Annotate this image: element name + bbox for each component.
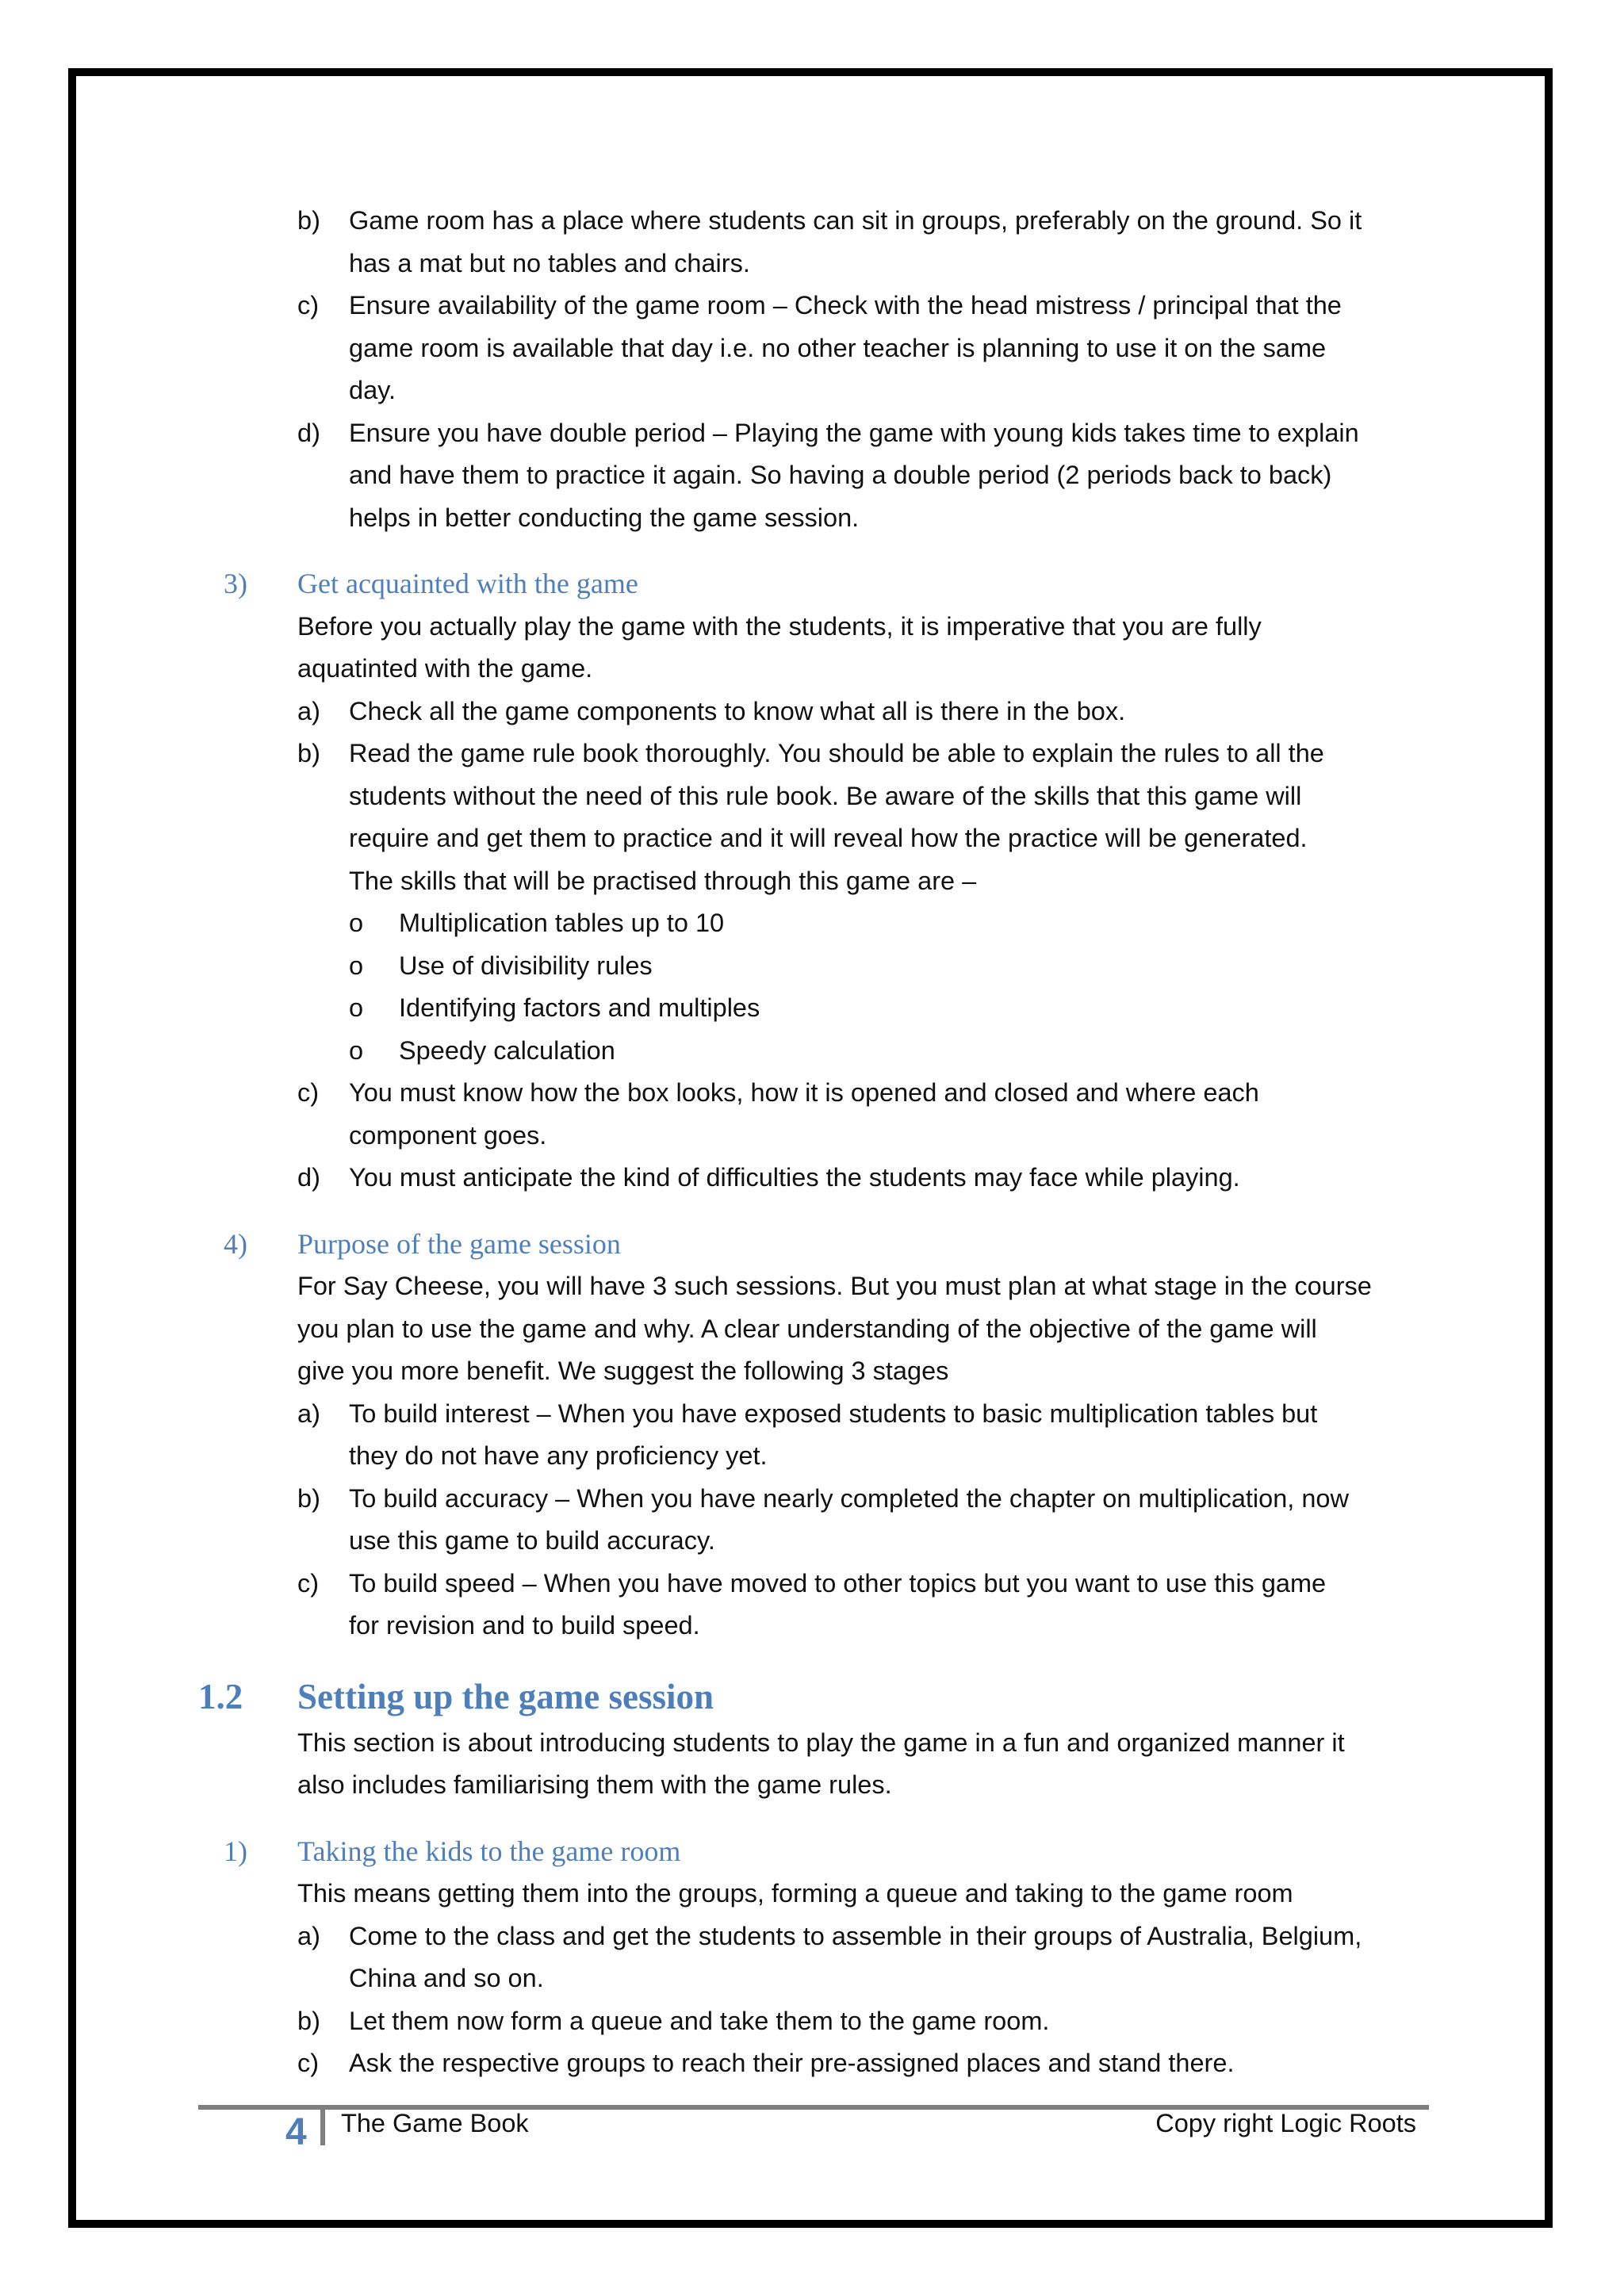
list-marker: b) bbox=[297, 1483, 320, 1513]
list-marker: b) bbox=[297, 2006, 320, 2035]
footer-copyright: Copy right Logic Roots bbox=[1155, 2109, 1416, 2137]
paragraph-line: aquatinted with the game. bbox=[297, 654, 593, 683]
list-item-text: Check all the game components to know what all is there in the box. bbox=[349, 696, 1126, 725]
list-marker: c) bbox=[297, 1078, 320, 1107]
section-number: 1.2 bbox=[198, 1676, 243, 1716]
list-item-text: Game room has a place where students can sit in groups, preferably on the ground. So it bbox=[349, 206, 1362, 235]
list-item-text: To build accuracy – When you have nearly completed the chapter on multiplication, now bbox=[349, 1483, 1349, 1513]
list-item-text: and have them to practice it again. So having a double period (2 periods back to back) bbox=[349, 461, 1332, 489]
list-item-text: use this game to build accuracy. bbox=[349, 1526, 715, 1555]
list-item-text: You must know how the box looks, how it is opened and closed and where each bbox=[349, 1078, 1259, 1107]
list-item-text: To build speed – When you have moved to other topics but you want to use this game bbox=[349, 1568, 1327, 1598]
list-item-text: helps in better conducting the game session. bbox=[349, 503, 860, 532]
list-item-text: day. bbox=[349, 376, 396, 404]
subheading-title: Taking the kids to the game room bbox=[297, 1835, 681, 1867]
list-marker: a) bbox=[297, 1399, 320, 1428]
list-item-text: Let them now form a queue and take them to the game room. bbox=[349, 2006, 1050, 2035]
list-item-text: game room is available that day i.e. no other teacher is planning to use it on the same bbox=[349, 333, 1327, 362]
bullet-marker: o bbox=[349, 951, 364, 980]
paragraph-line: For Say Cheese, you will have 3 such sessions. But you must plan at what stage in the course bbox=[297, 1272, 1372, 1300]
list-marker: b) bbox=[297, 206, 320, 235]
list-marker: c) bbox=[297, 1568, 320, 1598]
paragraph-line: give you more benefit. We suggest the following 3 stages bbox=[297, 1357, 949, 1385]
subheading-number: 4) bbox=[224, 1227, 247, 1260]
list-item-text: Ensure you have double period – Playing the game with young kids takes time to explain bbox=[349, 418, 1359, 447]
list-marker: d) bbox=[297, 418, 320, 447]
list-item-text: they do not have any proficiency yet. bbox=[349, 1441, 768, 1470]
list-item-text: require and get them to practice and it will reveal how the practice will be generated. bbox=[349, 824, 1308, 852]
bullet-marker: o bbox=[349, 993, 364, 1022]
list-marker: a) bbox=[297, 1921, 320, 1950]
list-marker: c) bbox=[297, 2049, 320, 2077]
bullet-marker: o bbox=[349, 1035, 364, 1065]
list-item-text: component goes. bbox=[349, 1120, 547, 1150]
bullet-marker: o bbox=[349, 909, 364, 937]
footer-page-number: 4 bbox=[285, 2111, 307, 2153]
list-item-text: You must anticipate the kind of difficulties the students may face while playing. bbox=[349, 1163, 1240, 1192]
list-item-text: Come to the class and get the students to assemble in their groups of Australia, Belgium, bbox=[349, 1921, 1362, 1950]
list-item-text: Read the game rule book thoroughly. You should be able to explain the rules to all the bbox=[349, 739, 1324, 767]
list-item-text: has a mat but no tables and chairs. bbox=[349, 248, 750, 277]
subheading-number: 1) bbox=[224, 1835, 247, 1867]
paragraph-line: This means getting them into the groups, forming a queue and taking to the game room bbox=[297, 1879, 1293, 1908]
subheading-title: Get acquainted with the game bbox=[297, 568, 638, 599]
subheading-number: 3) bbox=[224, 568, 247, 599]
list-marker: a) bbox=[297, 696, 320, 725]
list-item-text: To build interest – When you have exposed students to basic multiplication tables but bbox=[349, 1399, 1318, 1428]
bullet-text: Speedy calculation bbox=[399, 1035, 615, 1065]
bullet-text: Use of divisibility rules bbox=[399, 951, 653, 980]
list-item-text: The skills that will be practised through this game are – bbox=[349, 866, 977, 895]
paragraph-line: you plan to use the game and why. A clear understanding of the objective of the game will bbox=[297, 1314, 1317, 1343]
list-item-text: for revision and to build speed. bbox=[349, 1611, 700, 1640]
bullet-text: Identifying factors and multiples bbox=[399, 993, 760, 1022]
paragraph-line: This section is about introducing students to play the game in a fun and organized manner it bbox=[297, 1728, 1345, 1757]
footer-divider bbox=[320, 2107, 325, 2145]
list-marker: d) bbox=[297, 1163, 320, 1192]
subheading-title: Purpose of the game session bbox=[297, 1227, 621, 1260]
list-marker: b) bbox=[297, 739, 320, 767]
section-title: Setting up the game session bbox=[297, 1676, 714, 1716]
list-item-text: China and so on. bbox=[349, 1964, 544, 1992]
paragraph-line: also includes familiarising them with the game rules. bbox=[297, 1770, 892, 1799]
list-item-text: Ensure availability of the game room – Check with the head mistress / principal that the bbox=[349, 291, 1342, 320]
footer-title: The Game Book bbox=[341, 2109, 529, 2137]
list-item-text: Ask the respective groups to reach their pre-assigned places and stand there. bbox=[349, 2049, 1235, 2077]
bullet-text: Multiplication tables up to 10 bbox=[399, 909, 725, 937]
paragraph-line: Before you actually play the game with the students, it is imperative that you are fully bbox=[297, 611, 1262, 641]
list-item-text: students without the need of this rule book. Be aware of the skills that this game will bbox=[349, 781, 1302, 810]
list-marker: c) bbox=[297, 291, 320, 320]
